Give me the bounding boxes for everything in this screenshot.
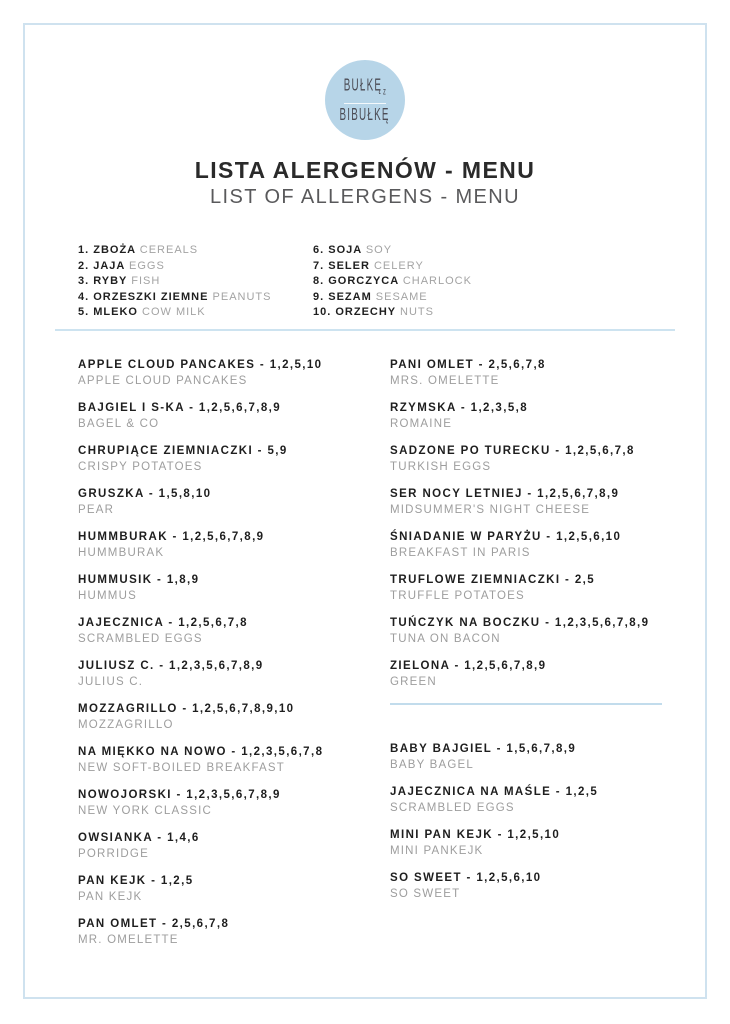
- logo-conjunction: z: [382, 87, 387, 98]
- menu-item-name-allergens: PAN OMLET - 2,5,6,7,8: [78, 918, 230, 930]
- menu-item-translation: SCRAMBLED EGGS: [78, 632, 203, 645]
- menu-item-translation: SO SWEET: [390, 887, 461, 900]
- menu-item-translation: NEW YORK CLASSIC: [78, 804, 213, 817]
- menu-item: [390, 401, 672, 432]
- allergen-translation: FISH: [131, 275, 161, 287]
- menu-item-translation: TURKISH EGGS: [390, 460, 492, 473]
- allergen-number-name: 7. SELER: [313, 259, 374, 272]
- allergen-translation: CEREALS: [139, 244, 199, 256]
- menu-item-translation: MINI PANKEJK: [390, 844, 484, 857]
- menu-item: [78, 874, 378, 905]
- menu-item-name-allergens: TRUFLOWE ZIEMNIACZKI - 2,5: [390, 574, 596, 586]
- allergen-number-name: 5. MLEKO: [78, 306, 143, 318]
- menu-item-name-allergens: JAJECZNICA - 1,2,5,6,7,8: [78, 617, 248, 629]
- allergen-legend-item: [78, 305, 271, 321]
- menu-item-name-allergens: HUMMUSIK - 1,8,9: [78, 574, 200, 586]
- allergen-legend-item: [78, 243, 271, 259]
- menu-item-translation: BREAKFAST IN PARIS: [390, 546, 531, 559]
- allergen-legend-item: [313, 290, 472, 306]
- menu-item: [78, 788, 378, 819]
- allergen-number-name: 10. ORZECHY: [313, 306, 400, 318]
- menu-item-translation: SCRAMBLED EGGS: [390, 801, 515, 814]
- menu-item-name-allergens: RZYMSKA - 1,2,3,5,8: [390, 402, 529, 414]
- menu-item: [390, 616, 672, 647]
- menu-item-name-allergens: BAJGIEL I S-KA - 1,2,5,6,7,8,9: [78, 402, 282, 414]
- menu-column-right: [390, 358, 672, 914]
- menu-item: [390, 358, 672, 389]
- logo-bottom-text: BIBUŁKĘ: [339, 104, 391, 125]
- allergen-number-name: 4. ORZESZKI ZIEMNE: [78, 290, 213, 303]
- menu-item: [390, 871, 672, 902]
- menu-item-name-allergens: JAJECZNICA NA MAŚLE - 1,2,5: [390, 786, 599, 798]
- allergen-legend-column-1: [78, 243, 271, 321]
- menu-item-name-allergens: SO SWEET - 1,2,5,6,10: [390, 872, 542, 884]
- menu-item-name-allergens: GRUSZKA - 1,5,8,10: [78, 488, 212, 500]
- menu-item: [78, 487, 378, 518]
- page-subtitle: LIST OF ALLERGENS - MENU: [210, 186, 520, 208]
- kids-section-divider: [390, 703, 662, 705]
- menu-item-translation: MRS. OMELETTE: [390, 374, 500, 387]
- allergen-translation: SOY: [365, 244, 393, 256]
- menu-item-translation: BAGEL & CO: [78, 417, 160, 430]
- menu-item: [78, 616, 378, 647]
- menu-item-translation: NEW SOFT-BOILED BREAKFAST: [78, 761, 286, 774]
- menu-item-name-allergens: ŚNIADANIE W PARYŻU - 1,2,5,6,10: [390, 531, 622, 543]
- menu-item: [78, 530, 378, 561]
- allergen-translation: PEANUTS: [212, 290, 272, 303]
- menu-item: [390, 487, 672, 518]
- menu-item-name-allergens: MOZZAGRILLO - 1,2,5,6,7,8,9,10: [78, 703, 295, 715]
- allergen-legend-item: [78, 274, 271, 290]
- section-divider: [55, 329, 675, 331]
- menu-item-translation: CRISPY POTATOES: [78, 460, 203, 473]
- menu-item-translation: PAN KEJK: [78, 890, 143, 903]
- allergen-number-name: 6. SOJA: [313, 244, 366, 256]
- menu-item-name-allergens: TUŃCZYK NA BOCZKU - 1,2,3,5,6,7,8,9: [390, 617, 650, 629]
- allergen-translation: COW MILK: [142, 306, 206, 318]
- menu-item-name-allergens: SER NOCY LETNIEJ - 1,2,5,6,7,8,9: [390, 488, 620, 500]
- menu-item-translation: HUMMBURAK: [78, 546, 165, 559]
- menu-item-name-allergens: PAN KEJK - 1,2,5: [78, 875, 194, 887]
- menu-item: [390, 659, 672, 690]
- menu-item-name-allergens: NOWOJORSKI - 1,2,3,5,6,7,8,9: [78, 789, 281, 801]
- menu-item-name-allergens: JULIUSZ C. - 1,2,3,5,6,7,8,9: [78, 660, 264, 672]
- menu-item: [78, 917, 378, 948]
- menu-column-left: [78, 358, 378, 960]
- menu-item: [390, 742, 672, 773]
- allergen-legend-item: [313, 305, 472, 321]
- menu-item: [78, 702, 378, 733]
- allergen-translation: CELERY: [373, 259, 424, 272]
- menu-item-translation: MR. OMELETTE: [78, 933, 179, 946]
- menu-item-name-allergens: ZIELONA - 1,2,5,6,7,8,9: [390, 660, 547, 672]
- allergen-legend-item: [78, 259, 271, 275]
- menu-column-right-extra: [390, 742, 672, 902]
- menu-item: [78, 444, 378, 475]
- logo-top-text: $BUŁKĘ_z$: [343, 74, 387, 98]
- menu-item-translation: HUMMUS: [78, 589, 137, 602]
- allergen-legend-item: [313, 274, 472, 290]
- allergen-legend-item: [78, 290, 271, 306]
- allergen-translation: NUTS: [400, 306, 434, 318]
- allergen-number-name: 2. JAJA: [78, 259, 130, 272]
- menu-item-translation: APPLE CLOUD PANCAKES: [78, 374, 248, 387]
- logo: [325, 60, 405, 140]
- menu-item-translation: PORRIDGE: [78, 847, 149, 860]
- allergen-legend-item: [313, 259, 472, 275]
- menu-item: [390, 828, 672, 859]
- allergen-number-name: 9. SEZAM: [313, 290, 376, 303]
- menu-item-name-allergens: NA MIĘKKO NA NOWO - 1,2,3,5,6,7,8: [78, 746, 324, 758]
- allergen-number-name: 8. GORCZYCA: [313, 275, 403, 287]
- menu-item-translation: TUNA ON BACON: [390, 632, 501, 645]
- menu-item-translation: PEAR: [78, 503, 115, 516]
- menu-item-translation: GREEN: [390, 675, 437, 688]
- menu-item: [390, 573, 672, 604]
- allergen-translation: SESAME: [375, 290, 428, 303]
- menu-item: [78, 659, 378, 690]
- menu-item-translation: JULIUS C.: [78, 675, 144, 688]
- menu-item-name-allergens: SADZONE PO TURECKU - 1,2,5,6,7,8: [390, 445, 635, 457]
- allergen-translation: CHARLOCK: [402, 275, 472, 287]
- allergen-translation: EGGS: [129, 259, 165, 272]
- menu-item: [390, 444, 672, 475]
- allergen-legend-item: [313, 243, 472, 259]
- allergen-number-name: 3. RYBY: [78, 275, 132, 287]
- menu-item-name-allergens: APPLE CLOUD PANCAKES - 1,2,5,10: [78, 359, 323, 371]
- menu-item-translation: MOZZAGRILLO: [78, 718, 174, 731]
- menu-item-name-allergens: HUMMBURAK - 1,2,5,6,7,8,9: [78, 531, 265, 543]
- menu-item-translation: BABY BAGEL: [390, 758, 475, 771]
- menu-item-name-allergens: BABY BAJGIEL - 1,5,6,7,8,9: [390, 743, 577, 755]
- allergen-number-name: 1. ZBOŻA: [78, 244, 140, 256]
- menu-item: [78, 831, 378, 862]
- menu-item: [390, 530, 672, 561]
- menu-item: [78, 358, 378, 389]
- menu-item-name-allergens: MINI PAN KEJK - 1,2,5,10: [390, 829, 561, 841]
- menu-column-right-main: [390, 358, 672, 690]
- menu-item: [78, 573, 378, 604]
- menu-item: [390, 785, 672, 816]
- menu-item-name-allergens: CHRUPIĄCE ZIEMNIACZKI - 5,9: [78, 445, 288, 457]
- menu-item-name-allergens: PANI OMLET - 2,5,6,7,8: [390, 359, 546, 371]
- menu-item-name-allergens: OWSIANKA - 1,4,6: [78, 832, 200, 844]
- menu-item-translation: ROMAINE: [390, 417, 453, 430]
- menu-item-translation: MIDSUMMER'S NIGHT CHEESE: [390, 503, 591, 516]
- menu-item: [78, 745, 378, 776]
- menu-item-translation: TRUFFLE POTATOES: [390, 589, 525, 602]
- menu-item: [78, 401, 378, 432]
- page-title: LISTA ALERGENÓW - MENU: [194, 157, 536, 183]
- allergen-legend-column-2: [313, 243, 472, 321]
